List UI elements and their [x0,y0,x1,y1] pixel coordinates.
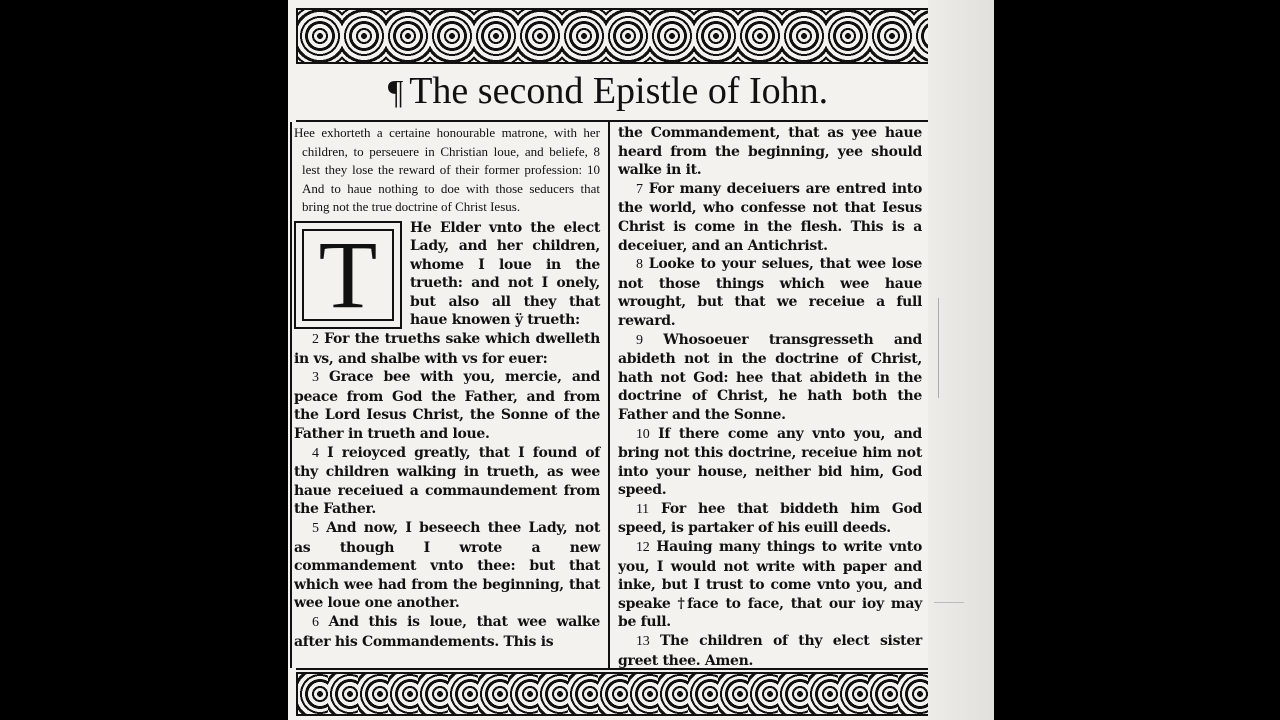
left-verses [294,330,600,651]
verse-text: Hauing many things to write vnto you, I would not write with paper and inke, but I trust to come vnto you, and speake †face to face, that our ioy may be full. [618,539,922,631]
verse-1-text: He Elder vnto the elect Lady, and her children, whome I loue in the trueth: and not I onely, but also all they that haue knowen ÿ trueth: [410,219,600,329]
verse-text: Grace bee with you, mercie, and peace from God the Father, and from the Lord Iesus Christ, the Sonne of the Father in trueth and loue. [294,369,601,443]
verse-5 [294,519,600,613]
verse-8 [618,255,922,330]
verse-10 [618,425,922,500]
verse-text: For many deceiuers are entred into the world, who confesse not that Iesus Christ is come in the flesh. This is a deceiuer, and an Antichrist. [618,180,923,254]
right-column [618,124,922,670]
verse-text: If there come any vnto you, and bring not this doctrine, receiue him not into your house, neither bid him, God speed. [618,425,922,499]
decorated-dropcap: T [294,221,402,329]
verse-3 [294,368,600,443]
verse-text: For the trueths sake which dwelleth in vs, and shalbe with vs for euer: [294,331,600,367]
verse-number: 13 [636,634,650,650]
verse-number: 7 [636,181,643,197]
verse-2 [294,330,600,368]
verse-number: 5 [312,521,319,536]
bible-page [288,0,994,720]
title-text: The second Epistle of Iohn. [409,70,829,112]
verse-4 [294,444,600,519]
title-rule-top [296,62,928,64]
margin-note-1 [938,298,990,398]
top-ornament-band [296,8,932,64]
pilcrow-mark: ¶ [387,74,404,111]
margin-note-2-mark [934,602,964,603]
verse-6-continuation: the Commandement, that as yee haue heard from the beginning, yee should walke in it. [618,125,922,179]
verse-9 [618,331,922,425]
right-verses [618,180,922,670]
verse-number: 2 [312,332,319,348]
verse-text: I reioyced greatly, that I found of thy children walking in trueth, as wee haue receiued a commaundement from the Father. [294,444,600,518]
verse-text: And this is loue, that wee walke after his Commandements. This is [294,613,600,650]
left-border [290,122,292,668]
verse-number: 6 [312,614,319,630]
margin-note-2 [934,598,990,603]
column-divider [608,122,610,668]
page-title [288,66,928,116]
verse-text: And now, I beseech thee Lady, not as though I wrote a new commandement vnto thee: but that which wee had from the beginning, that wee loue one another. [294,520,600,612]
verse-13 [618,632,922,670]
verse-number: 9 [636,332,643,348]
verse-text: Looke to your selues, that wee lose not those things which wee haue wrought, but that we receiue a full reward. [618,256,922,329]
bottom-ornament-band [296,672,932,716]
verse-number: 4 [312,445,319,461]
verse-number: 11 [636,501,649,517]
margin-notes [934,298,990,398]
verse-12 [618,538,922,632]
verse-number: 12 [636,540,650,556]
verse-number: 8 [636,257,643,273]
verse-number: 3 [312,370,319,386]
verse-11 [618,500,922,538]
right-border [928,122,930,668]
verse-1 [294,219,600,331]
verse-text: Whosoeuer transgresseth and abideth not in the doctrine of Christ, hath not God: hee that abideth in the doctrine of Christ, he hath both the Father and the Sonne. [618,331,922,423]
verse-6 [294,613,600,651]
title-rule-bottom [296,120,928,122]
left-column [294,124,600,651]
verse-7 [618,180,922,255]
chapter-summary: Hee exhorteth a certaine honourable matrone, with her children, to perseuere in Christian loue, and beliefe, 8 lest they lose the reward of their former profession: 10 And to haue nothing to doe with those seducers that bring not the true doctrine of Christ Iesus. [294,125,600,214]
verse-text: The children of thy elect sister greet thee. Amen. [618,633,923,669]
verse-number: 10 [636,426,650,442]
verse-text: For hee that biddeth him God speed, is partaker of his euill deeds. [618,500,923,537]
